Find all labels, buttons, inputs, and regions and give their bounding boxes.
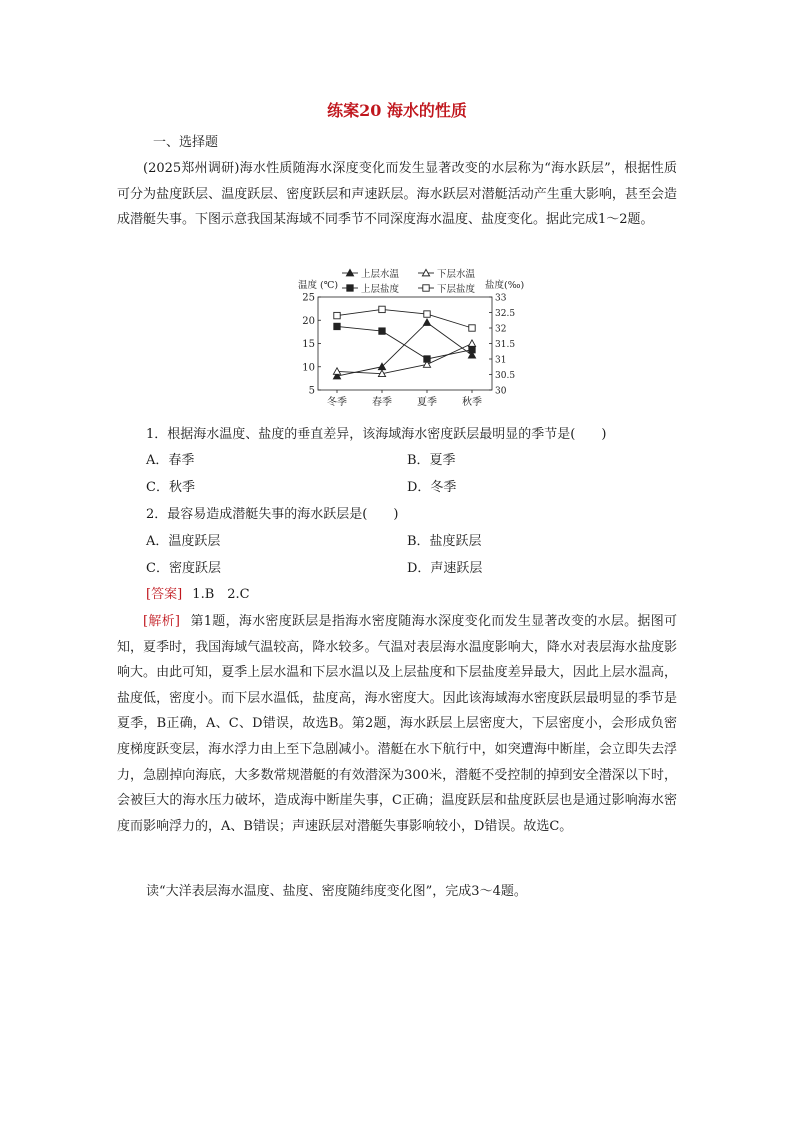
q2-option-c: C．密度跃层 — [146, 561, 221, 576]
legend-marker — [347, 285, 353, 291]
right-tick-label: 30.5 — [495, 371, 516, 381]
series-1-point — [333, 368, 340, 374]
analysis-text: 第1题，海水密度跃层是指海水密度随海水深度变化而发生显著改变的水层。据图可知，夏季时，我国海域气温较高，降水较多。气温对表层海水温度影响大，降水对表层海水盐度影响大。由此可知，夏季上层水温和下层水温以及上层盐度和下层盐度差异最大，因此上层水温高，盐度低，密度小。而下层水温低，盐度高，海水密度大。因此该海域海水密度跃层最明显的季节是夏季，B正确，A、C、D错误，故选B。第2题，海水跃层上层密度大，下层密度小，会形成负密度梯度跃变层，海水浮力由上至下急剧减小。潜艇在水下航行中，如突遭海中断崖，会立即失去浮力，急剧掉向海底，大多数常规潜艇的有效潜深为300米，潜艇不受控制的掉到安全潜深以下时，会被巨大的海水压力破坏，造成海中断崖失事，C正确；温度跃层和盐度跃层也是通过影响海水密度而影响浮力的，A、B错误；声速跃层对潜艇失事影响较小，D错误。故选C。 — [117, 614, 677, 834]
q2-option-a: A．温度跃层 — [146, 534, 221, 549]
x-tick-label: 夏季 — [417, 397, 437, 408]
left-tick-label: 5 — [308, 385, 315, 397]
plot-frame — [318, 297, 492, 390]
analysis-paragraph — [117, 609, 677, 839]
page-title: 练案20 海水的性质 — [327, 101, 467, 120]
series-3-point — [424, 311, 430, 317]
question-1: 1．根据海水温度、盐度的垂直差异，该海域海水密度跃层最明显的季节是( ) — [146, 427, 607, 442]
right-tick-label: 33 — [495, 293, 507, 304]
left-tick-label: 25 — [302, 292, 315, 304]
temperature-salinity-chart — [295, 266, 535, 414]
question-2: 2．最容易造成潜艇失事的海水跃层是( ) — [146, 507, 399, 522]
chart-svg — [295, 266, 535, 414]
left-axis-label: 温度 (℃) — [298, 280, 339, 291]
right-tick-label: 30 — [495, 386, 507, 397]
x-tick-label: 春季 — [372, 397, 392, 408]
right-axis-label: 盐度(‰) — [485, 280, 525, 291]
q1-option-c: C．秋季 — [146, 480, 195, 495]
series-line-1 — [337, 344, 472, 374]
x-tick-label: 冬季 — [327, 397, 347, 408]
series-line-2 — [337, 326, 472, 359]
legend-label: 上层水温 — [361, 269, 400, 280]
right-tick-label: 32.5 — [495, 309, 516, 319]
section-heading: 一、选择题 — [153, 135, 219, 150]
legend-label: 下层盐度 — [437, 284, 476, 295]
series-3-point — [379, 306, 385, 312]
series-2-point — [469, 347, 475, 353]
q2-option-d: D．声速跃层 — [407, 561, 483, 576]
closing-instruction: 读“大洋表层海水温度、盐度、密度随纬度变化图”，完成3～4题。 — [146, 884, 527, 899]
right-tick-label: 31 — [495, 355, 507, 366]
series-line-0 — [337, 323, 472, 376]
analysis-tag: [解析] — [143, 614, 181, 629]
left-tick-label: 10 — [302, 362, 315, 374]
series-2-point — [379, 328, 385, 334]
series-3-point — [334, 312, 340, 318]
q1-option-b: B．夏季 — [407, 453, 456, 468]
answer-text: 1.B 2.C — [192, 587, 250, 602]
right-tick-label: 31.5 — [495, 340, 516, 350]
series-1-point — [468, 340, 475, 346]
intro-paragraph: (2025郑州调研)海水性质随海水深度变化而发生显著改变的水层称为“海水跃层”，根据性质可分为盐度跃层、温度跃层、密度跃层和声速跃层。海水跃层对潜艇活动产生重大影响，甚至会造成潜艇失事。下图示意我国某海域不同季节不同深度海水温度、盐度变化。据此完成1～2题。 — [117, 161, 677, 228]
x-tick-label: 秋季 — [462, 397, 482, 408]
series-line-3 — [337, 309, 472, 328]
legend-marker — [423, 285, 429, 291]
q1-option-a: A．春季 — [146, 453, 195, 468]
left-tick-label: 15 — [302, 339, 315, 350]
right-tick-label: 32 — [495, 324, 507, 335]
left-tick-label: 20 — [302, 315, 315, 327]
series-3-point — [469, 325, 475, 331]
q1-option-d: D．冬季 — [407, 480, 457, 495]
series-2-point — [334, 323, 340, 329]
legend-label: 上层盐度 — [361, 284, 400, 295]
answer-tag: [答案] — [146, 587, 183, 602]
legend-label: 下层水温 — [437, 269, 476, 280]
series-0-point — [423, 319, 430, 325]
answer-line — [146, 583, 250, 602]
series-2-point — [424, 356, 430, 362]
q2-option-b: B．盐度跃层 — [407, 534, 482, 549]
